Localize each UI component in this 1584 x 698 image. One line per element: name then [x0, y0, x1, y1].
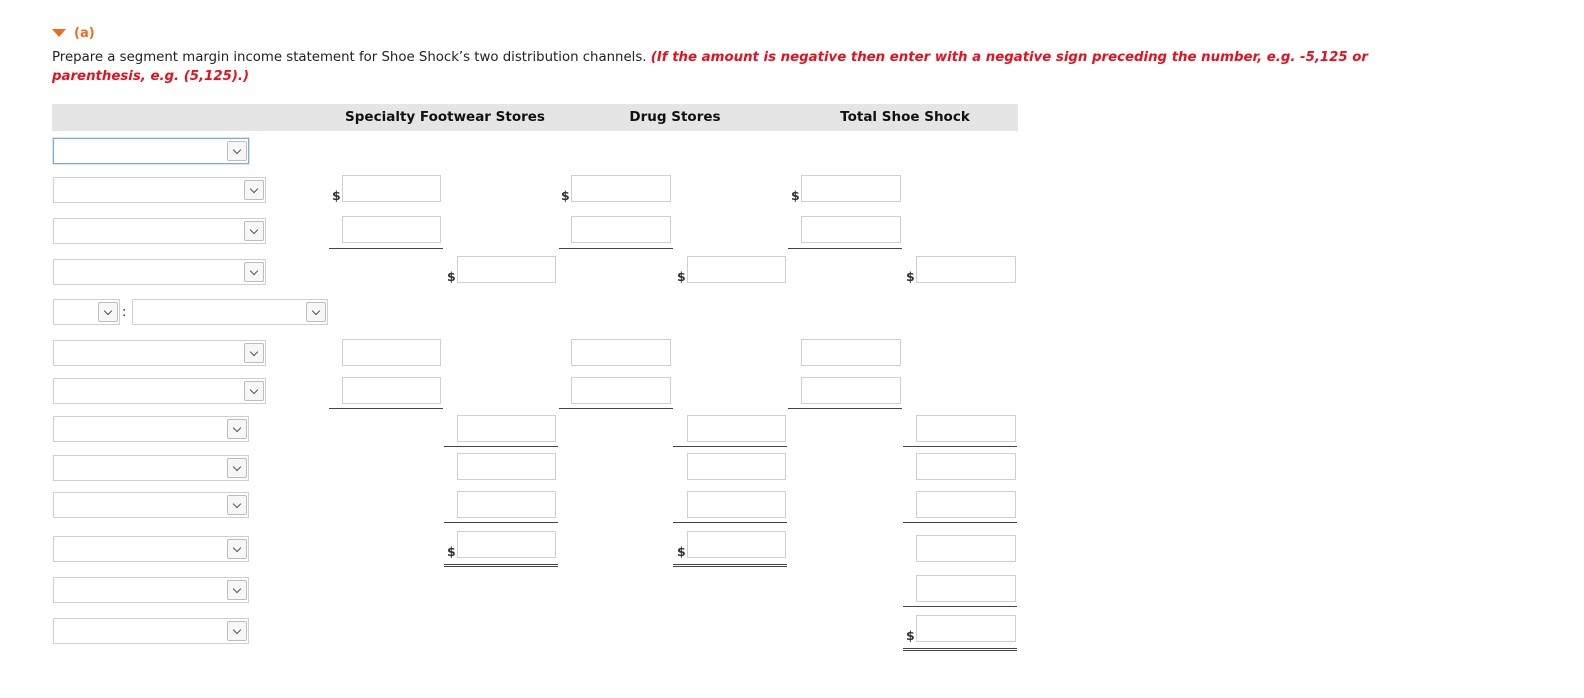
row-2-label-select[interactable]: [53, 177, 266, 203]
underline: [329, 408, 443, 409]
instructions: [52, 48, 1452, 86]
colon-separator: :: [122, 305, 127, 320]
dollar-sign: $: [447, 544, 456, 559]
dropdown-button[interactable]: [244, 221, 264, 241]
underline: [903, 522, 1017, 523]
dropdown-button[interactable]: [244, 262, 264, 282]
underline: [673, 522, 787, 523]
chevron-down-icon: [250, 385, 258, 393]
double-underline: [673, 564, 787, 567]
row-13-label-select[interactable]: [53, 618, 249, 644]
dollar-sign: $: [677, 269, 686, 284]
dollar-sign: $: [447, 269, 456, 284]
underline: [559, 248, 673, 249]
row-4-specialty-total-input[interactable]: [457, 256, 556, 283]
row-11-specialty-segment-margin-input[interactable]: [457, 531, 556, 558]
underline: [788, 408, 902, 409]
row-4-label-select[interactable]: [53, 259, 266, 285]
row-6-label-select[interactable]: [53, 340, 266, 366]
chevron-down-icon: [233, 543, 241, 551]
row-12-label-select[interactable]: [53, 577, 249, 603]
underline: [788, 248, 902, 249]
row-2-specialty-input[interactable]: [342, 175, 441, 202]
col-header-total-shoe-shock: Total Shoe Shock: [840, 109, 970, 125]
chevron-down-icon: [250, 347, 258, 355]
dollar-sign: $: [906, 269, 915, 284]
underline: [444, 446, 558, 447]
row-9-total-input[interactable]: [916, 453, 1016, 480]
row-3-total-input[interactable]: [801, 216, 901, 243]
col-header-specialty-footwear-stores: Specialty Footwear Stores: [345, 109, 545, 125]
row-4-drug-total-input[interactable]: [687, 256, 786, 283]
row-8-total-input[interactable]: [916, 415, 1016, 442]
row-10-drug-total-input[interactable]: [687, 491, 786, 518]
dollar-sign: $: [332, 188, 341, 203]
row-9-label-select[interactable]: [53, 455, 249, 481]
row-10-specialty-total-input[interactable]: [457, 491, 556, 518]
dropdown-button[interactable]: [227, 495, 247, 515]
dropdown-button[interactable]: [244, 180, 264, 200]
table-header: [52, 104, 1018, 131]
underline: [903, 446, 1017, 447]
underline: [903, 606, 1017, 607]
row-8-specialty-total-input[interactable]: [457, 415, 556, 442]
row-7-drug-input[interactable]: [571, 377, 671, 404]
row-11-total-input[interactable]: [916, 535, 1016, 562]
row-10-label-select[interactable]: [53, 492, 249, 518]
chevron-down-icon: [250, 184, 258, 192]
row-5-label-select[interactable]: [132, 299, 328, 325]
row-7-total-input[interactable]: [801, 377, 901, 404]
row-6-drug-input[interactable]: [571, 339, 671, 366]
row-1-label-select[interactable]: [53, 138, 249, 164]
chevron-down-icon: [233, 625, 241, 633]
row-6-total-input[interactable]: [801, 339, 901, 366]
double-underline: [903, 648, 1017, 651]
underline: [559, 408, 673, 409]
chevron-down-icon: [233, 499, 241, 507]
chevron-down-icon: [233, 584, 241, 592]
dropdown-button[interactable]: [227, 621, 247, 641]
dollar-sign: $: [906, 628, 915, 643]
part-a-header[interactable]: [52, 25, 95, 41]
chevron-down-icon: [104, 306, 112, 314]
row-5-prefix-select[interactable]: [53, 299, 120, 325]
chevron-down-icon: [312, 306, 320, 314]
instructions-text: Prepare a segment margin income statement for Shoe Shock’s two distribution channels.: [52, 50, 651, 65]
dollar-sign: $: [791, 188, 800, 203]
col-header-drug-stores: Drug Stores: [629, 109, 721, 125]
part-label: (a): [74, 25, 95, 41]
row-4-total-input[interactable]: [916, 256, 1016, 283]
double-underline: [444, 564, 558, 567]
dropdown-button[interactable]: [306, 302, 326, 322]
chevron-down-icon: [250, 225, 258, 233]
chevron-down-icon: [250, 266, 258, 274]
collapse-triangle-icon[interactable]: [52, 29, 66, 37]
underline: [329, 248, 443, 249]
row-6-specialty-input[interactable]: [342, 339, 441, 366]
row-11-label-select[interactable]: [53, 536, 249, 562]
row-7-specialty-input[interactable]: [342, 377, 441, 404]
row-3-drug-input[interactable]: [571, 216, 671, 243]
dropdown-button[interactable]: [227, 141, 247, 161]
dollar-sign: $: [561, 188, 570, 203]
row-12-total-input[interactable]: [916, 575, 1016, 602]
row-13-net-income-input[interactable]: [916, 615, 1016, 642]
row-11-drug-segment-margin-input[interactable]: [687, 531, 786, 558]
dollar-sign: $: [677, 544, 686, 559]
row-9-drug-total-input[interactable]: [687, 453, 786, 480]
underline: [444, 522, 558, 523]
row-3-label-select[interactable]: [53, 218, 266, 244]
dropdown-button[interactable]: [244, 381, 264, 401]
chevron-down-icon: [233, 145, 241, 153]
negative-amount-note: (If the amount is negative then enter with a negative sign preceding the number, e.g. -5,125 or parenthesis, e.g. (5,125).): [52, 50, 1368, 84]
chevron-down-icon: [233, 462, 241, 470]
row-9-specialty-total-input[interactable]: [457, 453, 556, 480]
row-3-specialty-input[interactable]: [342, 216, 441, 243]
dropdown-button[interactable]: [244, 343, 264, 363]
row-8-label-select[interactable]: [53, 416, 249, 442]
row-10-total-input[interactable]: [916, 491, 1016, 518]
dropdown-button[interactable]: [227, 539, 247, 559]
row-2-total-input[interactable]: [801, 175, 901, 202]
dropdown-button[interactable]: [227, 419, 247, 439]
row-7-label-select[interactable]: [53, 378, 266, 404]
chevron-down-icon: [233, 423, 241, 431]
underline: [673, 446, 787, 447]
row-2-drug-input[interactable]: [571, 175, 671, 202]
row-8-drug-total-input[interactable]: [687, 415, 786, 442]
dropdown-button[interactable]: [98, 302, 118, 322]
dropdown-button[interactable]: [227, 458, 247, 478]
dropdown-button[interactable]: [227, 580, 247, 600]
